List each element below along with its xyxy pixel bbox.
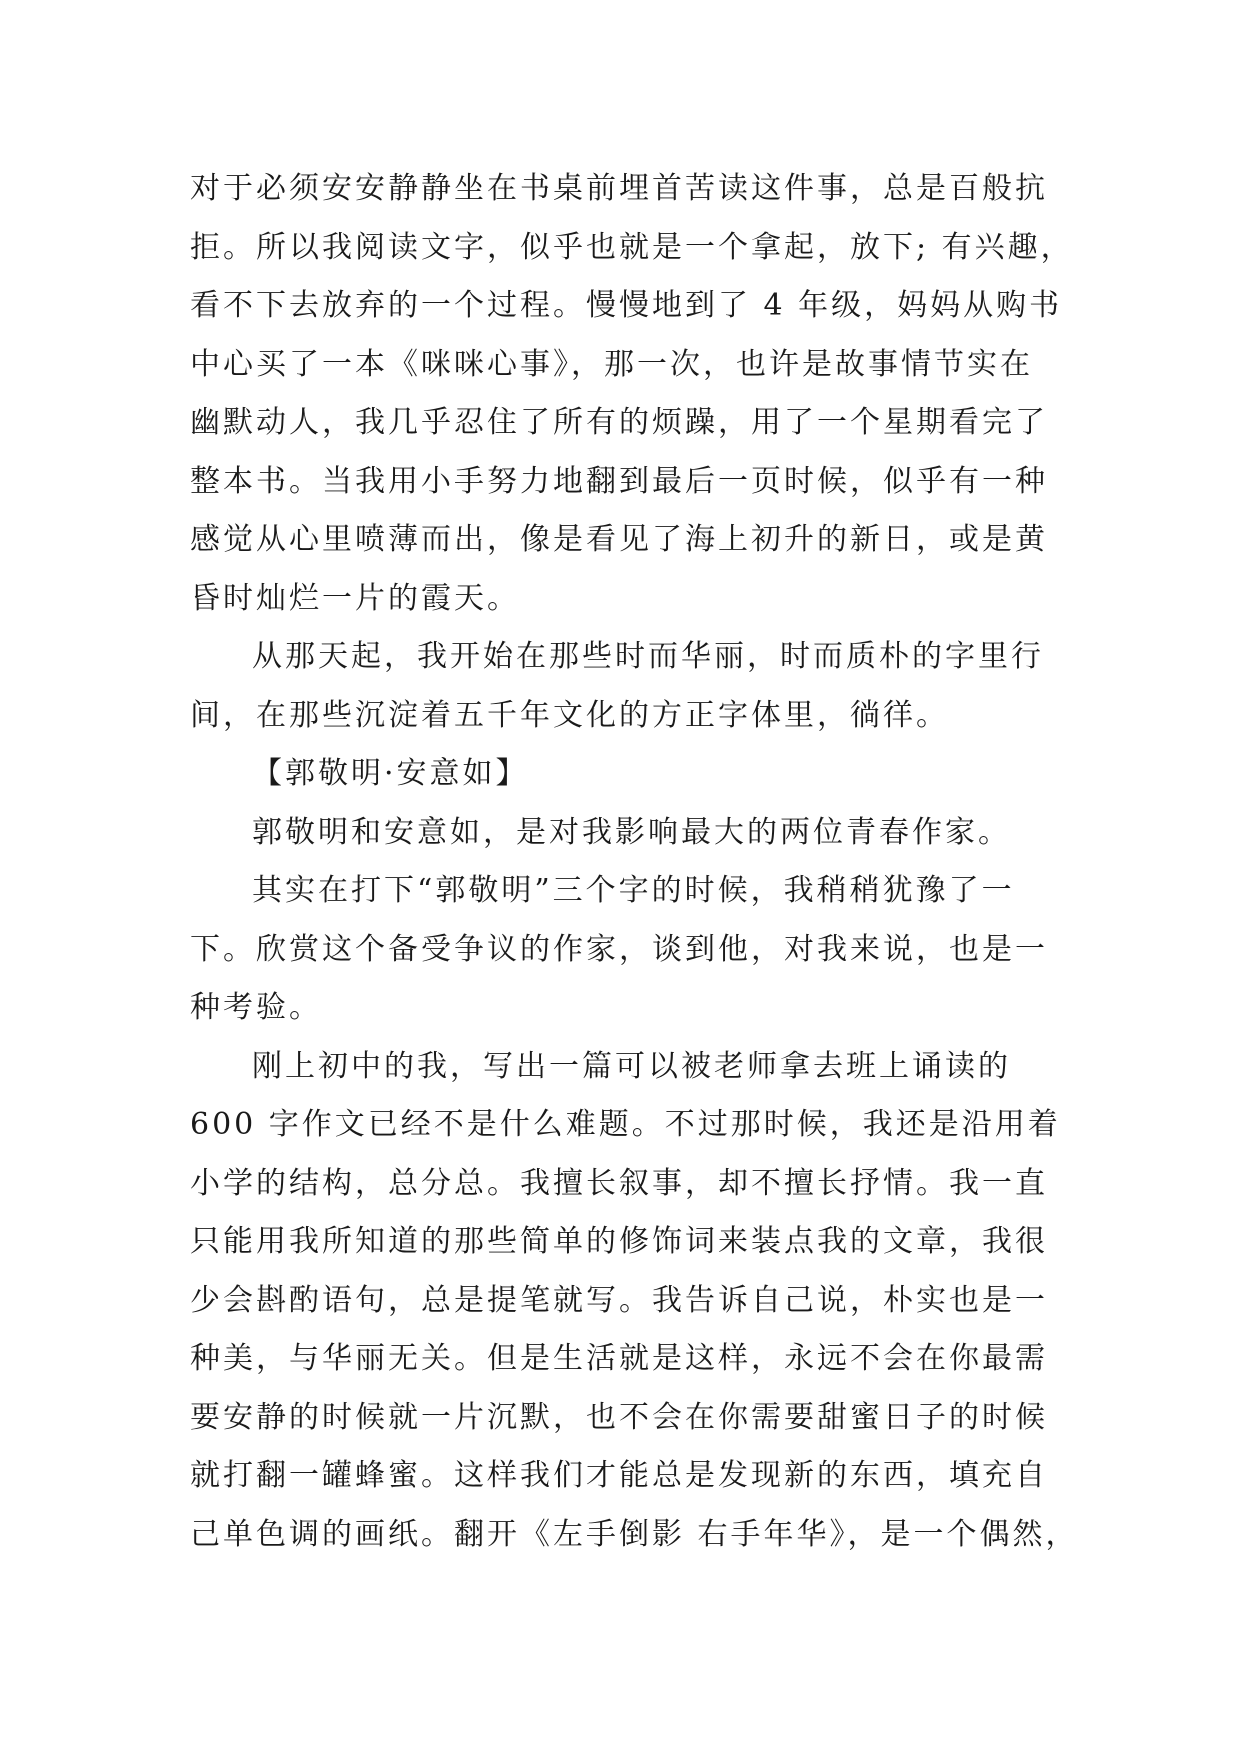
text-line: 要安静的时候就一片沉默，也不会在你需要甜蜜日子的时候 [190,1399,1048,1435]
text-line: 就打翻一罐蜂蜜。这样我们才能总是发现新的东西，填充自 [190,1458,1048,1493]
text-line: 少会斟酌语句，总是提笔就写。我告诉自己说，朴实也是一 [190,1282,1048,1318]
text-line: 刚上初中的我，写出一篇可以被老师拿去班上诵读的 [252,1048,1011,1084]
text-line: 看不下去放弃的一个过程。慢慢地到了 4 年级，妈妈从购书 [190,288,1063,323]
text-line: 拒。所以我阅读文字，似乎也就是一个拿起，放下; 有兴趣， [190,229,1074,265]
text-line: 小学的结构，总分总。我擅长叙事，却不擅长抒情。我一直 [190,1165,1048,1201]
section-heading: 【郭敬明·安意如】 [252,756,529,791]
text-line: 其实在打下“郭敬明”三个字的时候，我稍稍犹豫了一 [252,873,1015,908]
text-line: 对于必须安安静静坐在书桌前埋首苦读这件事，总是百般抗 [190,171,1048,206]
text-line: 郭敬明和安意如，是对我影响最大的两位青春作家。 [252,814,1011,850]
text-line: 600 字作文已经不是什么难题。不过那时候，我还是沿用着 [190,1107,1061,1142]
text-line: 只能用我所知道的那些简单的修饰词来装点我的文章，我很 [190,1224,1048,1259]
text-line: 昏时灿烂一片的霞天。 [190,580,520,616]
text-line: 己单色调的画纸。翻开《左手倒影 右手年华》，是一个偶然， [190,1516,1079,1552]
text-line: 幽默动人，我几乎忍住了所有的烦躁，用了一个星期看完了 [190,405,1048,440]
text-line: 下。欣赏这个备受争议的作家，谈到他，对我来说，也是一 [190,931,1048,967]
text-line: 种美，与华丽无关。但是生活就是这样，永远不会在你最需 [190,1341,1048,1376]
document-body [190,160,1090,1564]
text-line: 种考验。 [190,990,322,1025]
text-line: 感觉从心里喷薄而出，像是看见了海上初升的新日，或是黄 [190,522,1048,557]
text-line: 间，在那些沉淀着五千年文化的方正字体里，徜徉。 [190,697,949,733]
text-line: 从那天起，我开始在那些时而华丽，时而质朴的字里行 [252,639,1044,674]
text-line: 中心买了一本《咪咪心事》，那一次，也许是故事情节实在 [190,346,1033,382]
text-line: 整本书。当我用小手努力地翻到最后一页时候，似乎有一种 [190,463,1048,499]
